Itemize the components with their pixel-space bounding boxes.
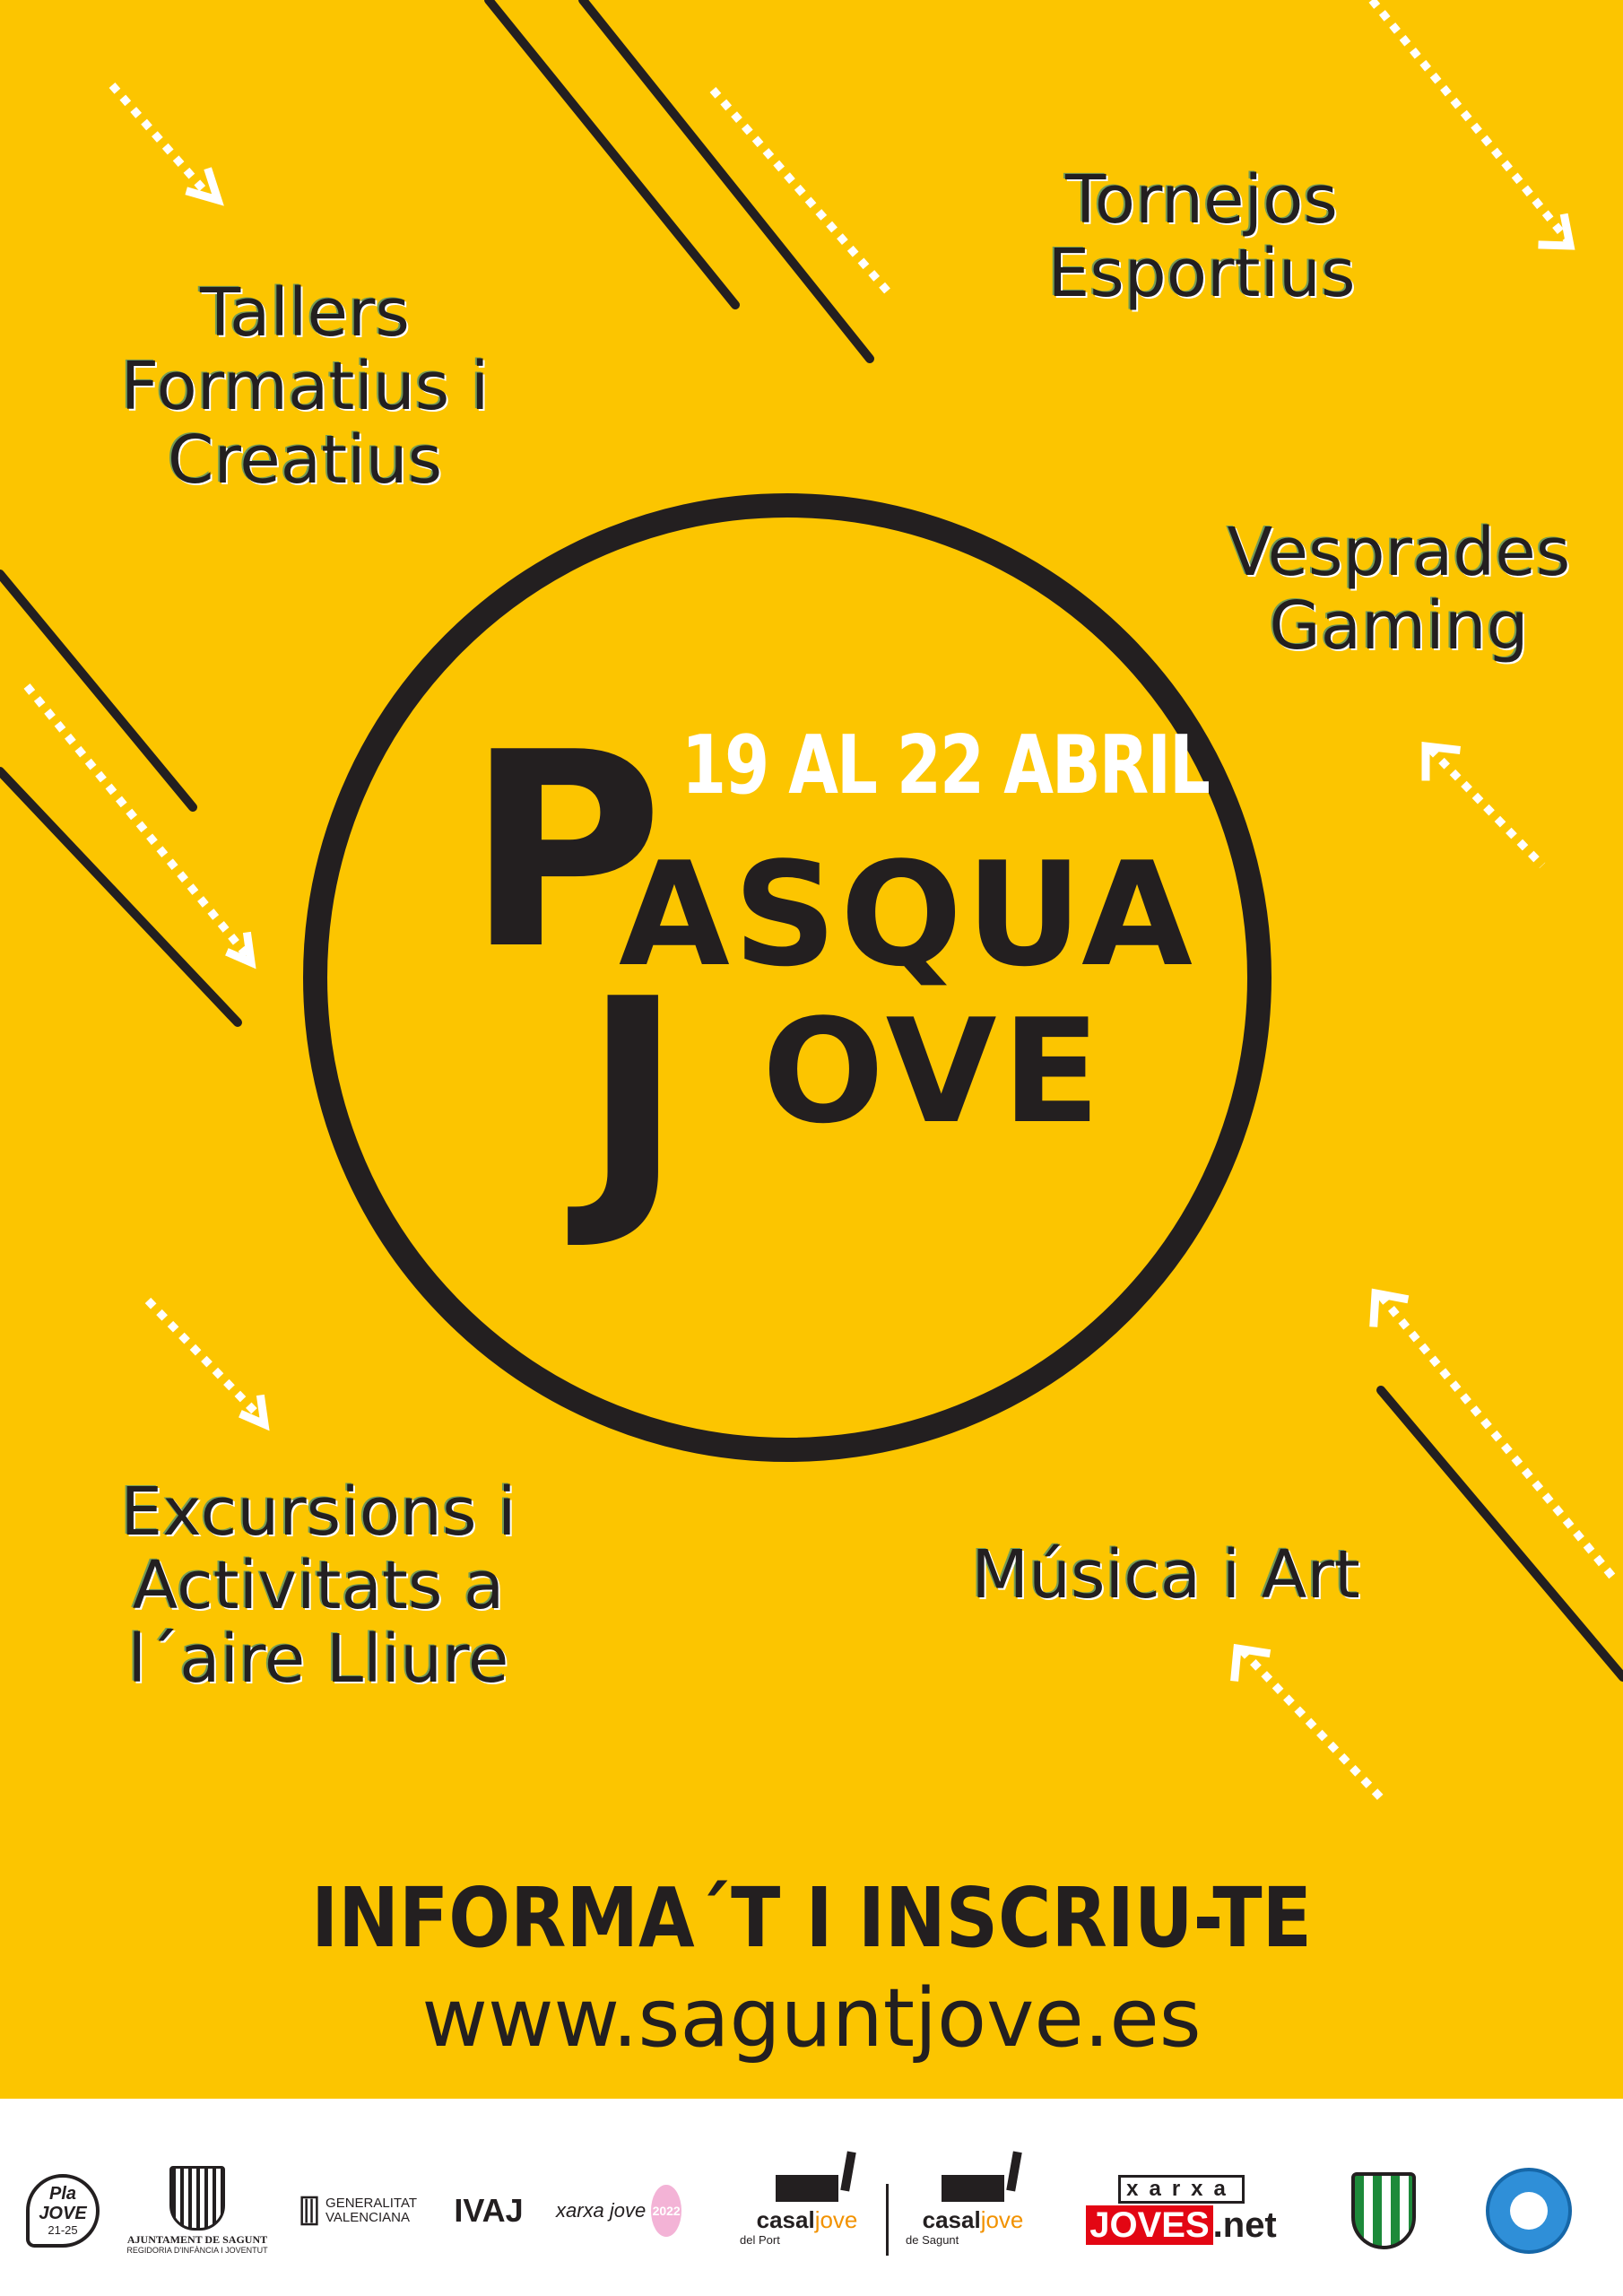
- logo-text: VALENCIANA: [325, 2210, 410, 2225]
- logo-text-b: jove: [980, 2205, 1024, 2233]
- club-badge-icon: [1486, 2168, 1572, 2254]
- activity-text: l´aire Lliure: [127, 1621, 509, 1698]
- arrow-head-icon: [244, 1399, 265, 1424]
- diagonal-line: [1381, 1390, 1623, 1677]
- activity-tallers: [108, 276, 502, 497]
- title-word-jove: OVE: [762, 987, 1106, 1155]
- generalitat-emblem-icon: [300, 2193, 318, 2229]
- speech-bubble-icon: [26, 2174, 100, 2248]
- activity-text: Excursions i: [120, 1474, 516, 1551]
- activity-text: Gaming: [1269, 587, 1529, 665]
- logo-text: IVAJ: [454, 2192, 524, 2230]
- sports-club-logo: [1480, 2161, 1578, 2260]
- logo-text-b: jove: [814, 2205, 858, 2233]
- event-dates: 19 AL 22 ABRIL: [681, 718, 1209, 812]
- ajuntament-logo: [126, 2161, 269, 2260]
- dotted-line: [148, 1300, 260, 1417]
- activity-text: Música i Art: [971, 1536, 1360, 1613]
- diagonal-line: [583, 0, 870, 359]
- logo-text-a: casal: [922, 2205, 981, 2233]
- activity-excursions: [90, 1475, 547, 1696]
- ivaj-logo: [430, 2161, 547, 2260]
- diagonal-line: [0, 771, 238, 1022]
- title-word-pasqua: ASQUA: [619, 831, 1196, 998]
- activity-vesprades: [1202, 516, 1596, 663]
- flower-icon: 2022: [651, 2185, 681, 2237]
- logo-text: REGIDORIA D'INFÀNCIA I JOVENTUT: [126, 2246, 268, 2256]
- sponsor-logo-strip: [0, 2099, 1623, 2296]
- logo-text: AJUNTAMENT DE SAGUNT: [126, 2233, 268, 2246]
- casal-jove-sagunt-logo: [906, 2161, 1040, 2260]
- activity-text: Activitats a: [132, 1547, 505, 1624]
- activity-text: Tornejos: [1065, 161, 1338, 239]
- xarxajove-logo: [556, 2161, 681, 2260]
- activity-text: Esportius: [1047, 235, 1356, 312]
- dotted-line: [1372, 0, 1569, 242]
- logo-text-a: JOVES: [1086, 2205, 1212, 2245]
- logo-text-a: casal: [756, 2205, 815, 2233]
- dotted-line: [1242, 1650, 1385, 1803]
- casal-mark-icon: [942, 2175, 1004, 2202]
- title-initial-j: J: [583, 942, 683, 1255]
- activity-text: Tallers: [200, 274, 410, 352]
- xarxajoves-logo: [1085, 2161, 1278, 2260]
- coat-of-arms-icon: [169, 2166, 225, 2231]
- plajove-logo: [18, 2161, 108, 2260]
- logo-text: del Port: [740, 2232, 780, 2247]
- cta-headline: INFORMA´T I INSCRIU-TE: [311, 1870, 1312, 1966]
- football-club-logo: [1343, 2161, 1424, 2260]
- logo-text: Pla: [48, 2184, 77, 2205]
- activity-text: Creatius: [167, 422, 443, 499]
- logo-divider: [886, 2184, 889, 2256]
- logo-text-b: .net: [1212, 2205, 1277, 2246]
- generalitat-logo: [300, 2161, 417, 2260]
- dotted-line: [1430, 749, 1542, 865]
- logo-text: 21-25: [48, 2223, 78, 2238]
- logo-text: JOVE: [39, 2204, 87, 2224]
- activity-musica: [959, 1538, 1372, 1612]
- activity-text: Vesprades: [1227, 514, 1571, 591]
- logo-text: de Sagunt: [906, 2232, 959, 2247]
- logo-text: [757, 2207, 858, 2233]
- casal-jove-port-logo: [740, 2161, 874, 2260]
- logo-text: [1086, 2204, 1277, 2247]
- logo-text: xarxa jove: [556, 2198, 647, 2222]
- website-link[interactable]: www.saguntjove.es: [421, 1971, 1202, 2066]
- logo-text: [923, 2207, 1024, 2233]
- activity-text: Formatius i: [120, 348, 490, 425]
- logo-text: GENERALITAT: [325, 2195, 417, 2211]
- activity-tornejos: [1022, 163, 1381, 310]
- shield-icon: [1351, 2172, 1416, 2249]
- casal-mark-icon: [776, 2175, 838, 2202]
- arrow-head-icon: [1235, 1648, 1266, 1677]
- logo-text: xarxa: [1118, 2175, 1245, 2204]
- title-initial-p: P: [466, 695, 664, 1008]
- diagonal-line: [489, 0, 735, 305]
- dotted-line: [112, 85, 206, 193]
- arrow-head-icon: [1374, 1293, 1404, 1323]
